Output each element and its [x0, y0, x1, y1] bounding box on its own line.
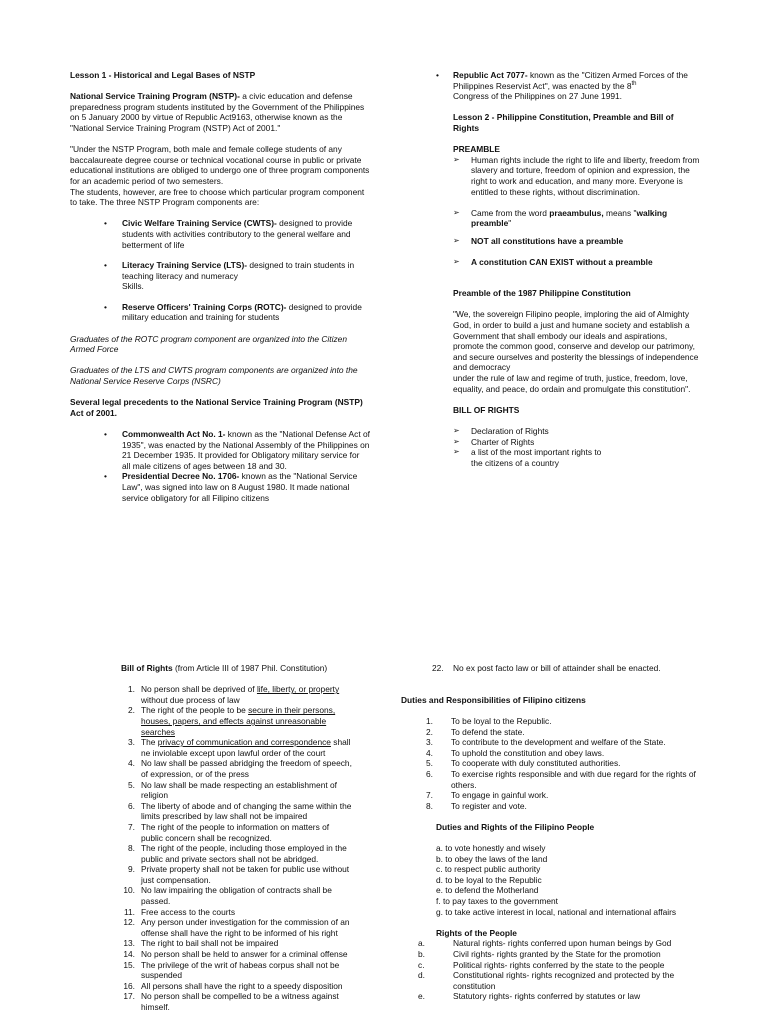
bor-list-title — [121, 663, 353, 674]
bor-list-item — [119, 981, 353, 992]
preamble-origin-item — [453, 208, 700, 229]
duties-column — [401, 663, 701, 1002]
precedent-desc: known as the "National Service Law", was signed into law on 8 August 1980. It made national service obligatory for all Filipino citizens — [122, 471, 358, 503]
came-word: praeambulus, — [549, 207, 604, 218]
bor-item-number: 14. — [123, 949, 135, 960]
bor-item-number: 9. — [128, 864, 135, 875]
component-term: Civic Welfare Training Service (CWTS)- — [122, 218, 277, 229]
people-item-letter: a. — [418, 938, 425, 949]
fact-can-exist: ➢ A constitution CAN EXIST without a preamble — [453, 257, 700, 268]
duty-text: To register and vote. — [451, 800, 527, 811]
component-desc: designed to train students in teaching literacy and numeracy — [122, 260, 355, 281]
preamble-point: ➢ Human rights include the right to life and liberty, freedom from slavery and torture, freedom of opinion and expression, the right to work and education, and many more. Everyone is entitled to these rights, without discrimination. — [453, 155, 700, 197]
rights-item: d. to be loyal to the Republic — [436, 874, 542, 885]
bor-point: ➢ a list of the most important rights to the citizens of a country — [453, 447, 611, 468]
preamble-origin — [453, 208, 700, 229]
component-item — [70, 302, 370, 323]
bor-item-number: 13. — [123, 938, 135, 949]
bor-item-text-pre: The right to bail shall not be impaired — [141, 938, 279, 949]
bor-item-text — [137, 758, 353, 779]
precedent-item — [70, 471, 370, 503]
lesson2-column — [436, 70, 700, 468]
ra7077-term: Republic Act 7077- — [453, 70, 528, 80]
nstp-definition — [70, 91, 370, 133]
came-close: " — [508, 218, 512, 229]
component-item — [70, 218, 370, 250]
component-extra: Skills. — [122, 281, 144, 292]
component-term: Reserve Officers' Training Corps (ROTC)- — [122, 301, 287, 312]
bor-item-text — [137, 822, 353, 843]
duty-number: 8. — [426, 800, 433, 811]
preamble-points — [453, 155, 700, 197]
rights-item: f. to pay taxes to the government — [436, 896, 558, 907]
precedents-list — [70, 429, 370, 503]
duty-text: To cooperate with duly constituted authorities. — [451, 758, 621, 769]
bor-item-text-pre: The — [141, 737, 158, 748]
duty-item — [403, 769, 701, 790]
duty-item — [403, 716, 701, 727]
precedent-term: Commonwealth Act No. 1- — [122, 429, 226, 439]
rights-list — [401, 843, 701, 917]
duty-item — [403, 748, 701, 759]
component-term: Literacy Training Service (LTS)- — [122, 260, 248, 271]
component-item — [70, 260, 370, 292]
people-item-letter: c. — [418, 959, 425, 970]
rights-item: c. to respect public authority — [436, 864, 541, 875]
people-item — [418, 960, 701, 971]
fact-not-all: ➢ NOT all constitutions have a preamble — [453, 236, 700, 247]
bor-item-text-pre: No law impairing the obligation of contracts shall be passed. — [141, 885, 332, 907]
duty-number: 6. — [426, 768, 433, 779]
duty-item — [403, 737, 701, 748]
bor-item-text — [137, 684, 353, 705]
bor-list-item — [119, 917, 353, 938]
ra7077-desc: known as the "Citizen Armed Forces of the Philippines Reservist Act", was enacted by the 8 — [453, 70, 688, 91]
bullet-icon: • — [436, 70, 439, 80]
precedent-term: Presidential Decree No. 1706- — [122, 471, 240, 482]
people-list — [418, 938, 701, 1002]
bor-item-22 — [401, 663, 701, 674]
ra7077-item — [436, 70, 700, 102]
duty-item — [403, 758, 701, 769]
bor-item-number: 12. — [123, 917, 135, 928]
bor-item-text — [137, 780, 353, 801]
bor-item-number: 15. — [123, 959, 135, 970]
bor-item-number: 6. — [128, 800, 135, 811]
bor-list-item — [119, 684, 353, 705]
duty-number: 7. — [426, 790, 433, 801]
bor-item-number: 3. — [128, 737, 135, 748]
bor-list-item — [119, 949, 353, 960]
bor-item-number: 17. — [123, 991, 135, 1002]
bor-item-text-pre: Any person under investigation for the commission of an offense shall have the right to be informed of his right — [141, 917, 350, 938]
came-means: means " — [603, 207, 637, 218]
bor-item-text — [137, 705, 353, 737]
bor-item-text-pre: Free access to the courts — [141, 906, 236, 917]
bor-item-text-pre: No law shall be passed abridging the freedom of speech, of expression, or of the press — [141, 758, 352, 779]
rotc-note: Graduates of the ROTC program component are organized into the Citizen Armed Force — [70, 333, 347, 355]
people-item — [418, 949, 701, 960]
bor-list-item — [119, 780, 353, 801]
people-item-text: Statutory rights- rights conferred by statutes or law — [453, 991, 641, 1002]
bor-item-text — [137, 991, 353, 1012]
bor-item-number: 7. — [128, 821, 135, 832]
duty-text: To uphold the constitution and obey laws. — [451, 747, 605, 758]
rights-item: b. to obey the laws of the land — [436, 853, 548, 864]
bor-item-text — [137, 907, 353, 918]
duty-number: 5. — [426, 758, 433, 769]
preamble1987-title: Preamble of the 1987 Philippine Constitution — [453, 288, 631, 299]
bor-item-number: 10. — [123, 885, 135, 896]
people-item-text: Constitutional rights- rights recognized and protected by the constitution — [453, 970, 675, 991]
bor-item-22-text: No ex post facto law or bill of attainder shall be enacted. — [453, 663, 661, 673]
bor-item-text — [137, 801, 353, 822]
bor-item-number: 1. — [128, 684, 135, 695]
component-desc: designed to provide military education and training for students — [122, 301, 362, 323]
lesson2-title: Lesson 2 - Philippine Constitution, Preamble and Bill of Rights — [453, 112, 674, 133]
bor-list-item — [119, 705, 353, 737]
bor-item-number: 5. — [128, 779, 135, 790]
people-title: Rights of the People — [436, 927, 517, 938]
bor-list-item — [119, 960, 353, 981]
bor-item-text — [137, 737, 353, 758]
bor-list-item — [119, 843, 353, 864]
bor-list-item — [119, 885, 353, 906]
components-list — [70, 218, 370, 323]
bor-list-item — [119, 737, 353, 758]
bor-point: ➢ Charter of Rights — [453, 437, 700, 448]
bor-item-text-pre: The right of the people to be — [141, 705, 249, 716]
nstp-students-text: The students, however, are free to choose which particular program component to take. The three NSTP Program components are: — [70, 186, 365, 208]
people-item — [418, 991, 701, 1002]
duty-text: To be loyal to the Republic. — [451, 715, 552, 726]
bor-item-text-underlined: privacy of communication and correspondence — [157, 737, 331, 748]
people-item-text: Civil rights- rights granted by the State for the promotion — [453, 949, 661, 960]
ra7077-end: Congress of the Philippines on 27 June 1991. — [453, 91, 623, 102]
bor-item-text-pre: No person shall be held to answer for a criminal offense — [141, 949, 348, 960]
bor-points — [453, 426, 700, 468]
came-meaning: walking preamble — [471, 207, 668, 229]
bor-list-item — [119, 907, 353, 918]
bor-item-text-underlined: life, liberty, or property — [256, 684, 340, 695]
rights-item: a. to vote honestly and wisely — [436, 843, 546, 854]
duty-number: 2. — [426, 726, 433, 737]
rights-title: Duties and Rights of the Filipino People — [436, 821, 595, 832]
bor-heading: BILL OF RIGHTS — [453, 404, 520, 415]
precedent-item — [70, 429, 370, 471]
bor-item-text-pre: The privilege of the writ of habeas corpus shall not be suspended — [141, 959, 340, 981]
bor-item-text-post: without due process of law — [141, 694, 240, 705]
bor-list-item — [119, 991, 353, 1012]
bor-item-text-pre: Private property shall not be taken for public use without just compensation. — [141, 864, 350, 885]
preamble-facts — [453, 236, 700, 267]
duty-item — [403, 727, 701, 738]
bor-title-suffix: (from Article III of 1987 Phil. Constitution) — [172, 663, 328, 673]
bor-item-number: 4. — [128, 758, 135, 769]
bor-item-text — [137, 885, 353, 906]
people-item — [418, 938, 701, 949]
bor-item-text — [137, 843, 353, 864]
people-item-letter: b. — [418, 949, 425, 960]
bor-list — [119, 684, 353, 1012]
came-from-text: Came from the word — [471, 207, 550, 218]
rights-item: e. to defend the Motherland — [436, 885, 539, 896]
duty-text: To engage in gainful work. — [451, 790, 549, 801]
nstp-desc: a civic education and defense preparedness program students instituted by the Government of the Philippines on 5 January 2000 by virtue of Republic Act9163, otherwise known as the "National Service Training Program (NSTP) Act of 2001." — [70, 91, 365, 133]
bor-item-text-pre: No person shall be deprived of — [141, 684, 257, 695]
bor-item-22-number: 22. — [432, 663, 444, 673]
lesson1-column — [70, 70, 370, 503]
preamble-heading: PREAMBLE — [453, 144, 500, 155]
duty-item — [403, 790, 701, 801]
duty-text: To defend the state. — [451, 726, 525, 737]
people-item-letter: e. — [418, 991, 425, 1002]
bor-item-text-underlined: secure in their persons, houses, papers, and effects against unreasonable searches — [141, 705, 336, 737]
duties-list — [403, 716, 701, 811]
people-item-letter: d. — [418, 970, 425, 981]
people-item-text: Political rights- rights conferred by the state to the people — [453, 959, 665, 970]
bor-item-text — [137, 917, 353, 938]
bor-item-number: 16. — [123, 980, 135, 991]
duty-number: 4. — [426, 747, 433, 758]
rights-item: g. to take active interest in local, national and international affairs — [436, 906, 677, 917]
bor-item-number: 8. — [128, 843, 135, 854]
preamble-section — [436, 144, 700, 468]
lesson1-title: Lesson 1 - Historical and Legal Bases of NSTP — [70, 70, 256, 80]
bor-item-text — [137, 949, 353, 960]
bor-item-text-pre: The right of the people, including those employed in the public and private sectors shall not be abridged. — [141, 843, 347, 864]
preamble1987-text2: under the rule of law and regime of truth, justice, freedom, love, equality, and peace, do ordain and promulgate this constitution". — [453, 373, 691, 394]
bor-item-text-pre: All persons shall have the right to a speedy disposition — [141, 980, 343, 991]
bor-item-text — [137, 960, 353, 981]
bor-item-text-pre: No law shall be made respecting an establishment of religion — [141, 779, 337, 801]
bor-point: ➢ Declaration of Rights — [453, 426, 700, 437]
bor-list-item — [119, 864, 353, 885]
bor-item-text-pre: The liberty of abode and of changing the same within the limits prescribed by law shall not be impaired — [141, 800, 352, 822]
bor-item-text — [137, 938, 353, 949]
bor-item-number: 11. — [123, 906, 135, 917]
lts-note: Graduates of the LTS and CWTS program components are organized into the National Service Reserve Corps (NSRC) — [70, 365, 358, 387]
bor-title: Bill of Rights — [121, 663, 173, 673]
bor-item-text-pre: No person shall be compelled to be a witness against himself. — [141, 991, 339, 1012]
bor-item-text-post: shall ne inviolable except upon lawful order of the court — [141, 737, 351, 758]
component-desc: designed to provide students with activities contributory to the general welfare and betterment of life — [122, 218, 353, 250]
duty-number: 1. — [426, 715, 433, 726]
bor-item-text — [137, 864, 353, 885]
nstp-term: National Service Training Program (NSTP)- — [70, 91, 240, 102]
bor-item-text — [137, 981, 353, 992]
bor-item-number: 2. — [128, 705, 135, 716]
nstp-under-text: "Under the NSTP Program, both male and female college students of any baccalaureate degree course or technical vocational course in public or private educational institutions are obliged to undergo one of three program components for an academic period of two semesters. — [70, 144, 370, 186]
duty-text: To contribute to the development and welfare of the State. — [451, 737, 666, 748]
people-item-text: Natural rights- rights conferred upon human beings by God — [453, 938, 672, 949]
precedents-title: Several legal precedents to the National Service Training Program (NSTP) Act of 2001. — [70, 397, 363, 418]
bor-list-item — [119, 938, 353, 949]
bor-list-item — [119, 758, 353, 779]
bill-of-rights-column — [121, 663, 353, 1013]
bor-list-item — [119, 801, 353, 822]
precedent-desc: known as the "National Defense Act of 1935", was enacted by the National Assembly of the Philippines on 21 December 1935. It provided for Obligatory military service for all male citizens of ages between 18 and 30. — [122, 429, 370, 471]
duty-text: To exercise rights responsible and with due regard for the rights of others. — [451, 768, 696, 790]
duty-number: 3. — [426, 737, 433, 748]
people-item — [418, 970, 701, 991]
preamble1987-text: "We, the sovereign Filipino people, imploring the aid of Almighty God, in order to build a just and humane society and establish a Government that shall embody our ideals and aspirations, promote the common good, conserve and develop our patrimony, and secure ourselves and posterity the blessings of independence and democracy — [453, 309, 699, 373]
duties-title: Duties and Responsibilities of Filipino citizens — [401, 694, 586, 705]
bor-item-text-pre: The right of the people to information on matters of public concern shall be recognized. — [141, 821, 330, 843]
bor-list-item — [119, 822, 353, 843]
ra7077-sup: th — [631, 80, 637, 87]
duty-item — [403, 801, 701, 812]
